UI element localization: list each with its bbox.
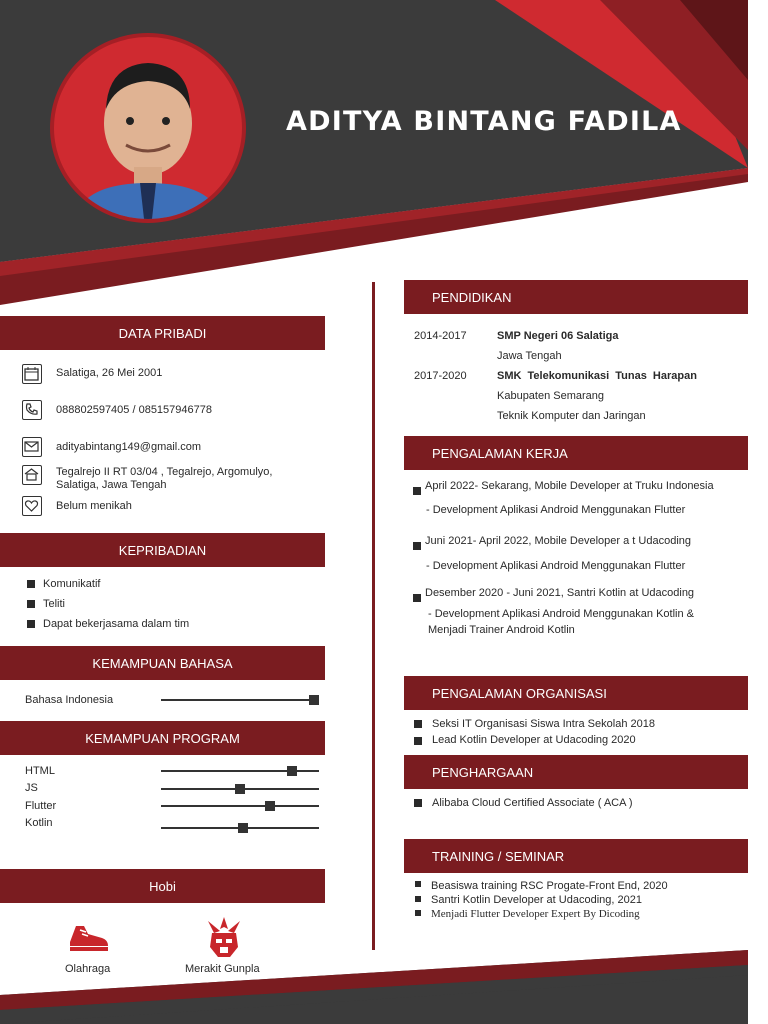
language-level-track [161, 699, 319, 701]
award-item: Alibaba Cloud Certified Associate ( ACA ) [432, 797, 633, 809]
calendar-icon [22, 364, 42, 384]
section-header-hobi: Hobi [0, 869, 325, 903]
phone-number: 088802597405 / 085157946778 [56, 404, 212, 416]
home-icon [22, 465, 42, 485]
person-avatar-icon [54, 37, 242, 219]
skill-name: Flutter [25, 800, 57, 812]
bullet-icon [413, 594, 421, 602]
organization-item: Seksi IT Organisasi Siswa Intra Sekolah 2018 [432, 718, 655, 730]
phone-icon [22, 400, 42, 420]
education-detail: Jawa Tengah [497, 350, 562, 362]
language-name: Bahasa Indonesia [25, 694, 114, 706]
skill-name: HTML [25, 765, 55, 777]
section-header-pendidikan: PENDIDIKAN [404, 280, 748, 314]
education-years: 2017-2020 [414, 370, 467, 382]
education-detail: Teknik Komputer dan Jaringan [497, 410, 646, 422]
column-divider [372, 282, 375, 950]
job-description: - Development Aplikasi Android Menggunakan Flutter [426, 560, 686, 572]
job-description: - Development Aplikasi Android Menggunakan Kotlin & [428, 608, 694, 620]
job-title: Desember 2020 - Juni 2021, Santri Kotlin at Udacoding [425, 587, 695, 599]
education-years: 2014-2017 [414, 330, 467, 342]
profile-photo [50, 33, 246, 223]
bullet-icon [27, 580, 35, 588]
section-header-data-pribadi: DATA PRIBADI [0, 316, 325, 350]
section-header-kepribadian: KEPRIBADIAN [0, 533, 325, 567]
personality-item: Komunikatif [43, 578, 101, 590]
section-header-program: KEMAMPUAN PROGRAM [0, 721, 325, 755]
bullet-icon [415, 910, 421, 916]
personality-item: Teliti [43, 598, 66, 610]
marital-status: Belum menikah [56, 500, 132, 512]
section-header-training: TRAINING / SEMINAR [404, 839, 748, 873]
section-header-organisasi: PENGALAMAN ORGANISASI [404, 676, 748, 710]
hobby-label: Merakit Gunpla [185, 963, 260, 975]
training-item: Menjadi Flutter Developer Expert By Dicoding [431, 908, 640, 920]
mail-icon [22, 437, 42, 457]
job-title: Juni 2021- April 2022, Mobile Developer a t Udacoding [425, 535, 691, 547]
email-address: adityabintang149@gmail.com [56, 441, 202, 453]
skill-level-marker [235, 784, 245, 794]
bullet-icon [27, 600, 35, 608]
address-line-2: Salatiga, Jawa Tengah [56, 479, 167, 491]
skill-level-track [161, 805, 319, 807]
bullet-icon [415, 896, 421, 902]
bullet-icon [415, 881, 421, 887]
education-school: SMP Negeri 06 Salatiga [497, 330, 619, 342]
section-header-bahasa: KEMAMPUAN BAHASA [0, 646, 325, 680]
education-school: SMK Telekomunikasi Tunas Harapan [497, 370, 697, 382]
skill-name: JS [25, 782, 38, 794]
bullet-icon [27, 620, 35, 628]
training-item: Santri Kotlin Developer at Udacoding, 2021 [431, 894, 642, 906]
job-description: - Development Aplikasi Android Menggunakan Flutter [426, 504, 686, 516]
skill-level-marker [287, 766, 297, 776]
bullet-icon [413, 542, 421, 550]
bullet-icon [413, 487, 421, 495]
skill-name: Kotlin [25, 817, 53, 829]
job-description: Menjadi Trainer Android Kotlin [428, 624, 575, 636]
bullet-icon [414, 720, 422, 728]
organization-item: Lead Kotlin Developer at Udacoding 2020 [432, 734, 636, 746]
bullet-icon [414, 737, 422, 745]
skill-level-marker [238, 823, 248, 833]
section-header-penghargaan: PENGHARGAAN [404, 755, 748, 789]
bullet-icon [414, 799, 422, 807]
hobby-label: Olahraga [65, 963, 111, 975]
gundam-icon [202, 915, 246, 959]
education-detail: Kabupaten Semarang [497, 390, 605, 402]
heart-icon [22, 496, 42, 516]
skill-level-marker [265, 801, 275, 811]
section-header-pengalaman-kerja: PENGALAMAN KERJA [404, 436, 748, 470]
job-title: April 2022- Sekarang, Mobile Developer at Truku Indonesia [425, 480, 714, 492]
shoe-icon [66, 916, 110, 954]
address-line-1: Tegalrejo II RT 03/04 , Tegalrejo, Argomulyo, [56, 466, 273, 478]
language-level-marker [309, 695, 319, 705]
training-item: Beasiswa training RSC Progate-Front End, 2020 [431, 880, 668, 892]
full-name: ADITYA BINTANG FADILA [286, 106, 682, 137]
personality-item: Dapat bekerjasama dalam tim [43, 618, 190, 630]
birth-info: Salatiga, 26 Mei 2001 [56, 367, 163, 379]
